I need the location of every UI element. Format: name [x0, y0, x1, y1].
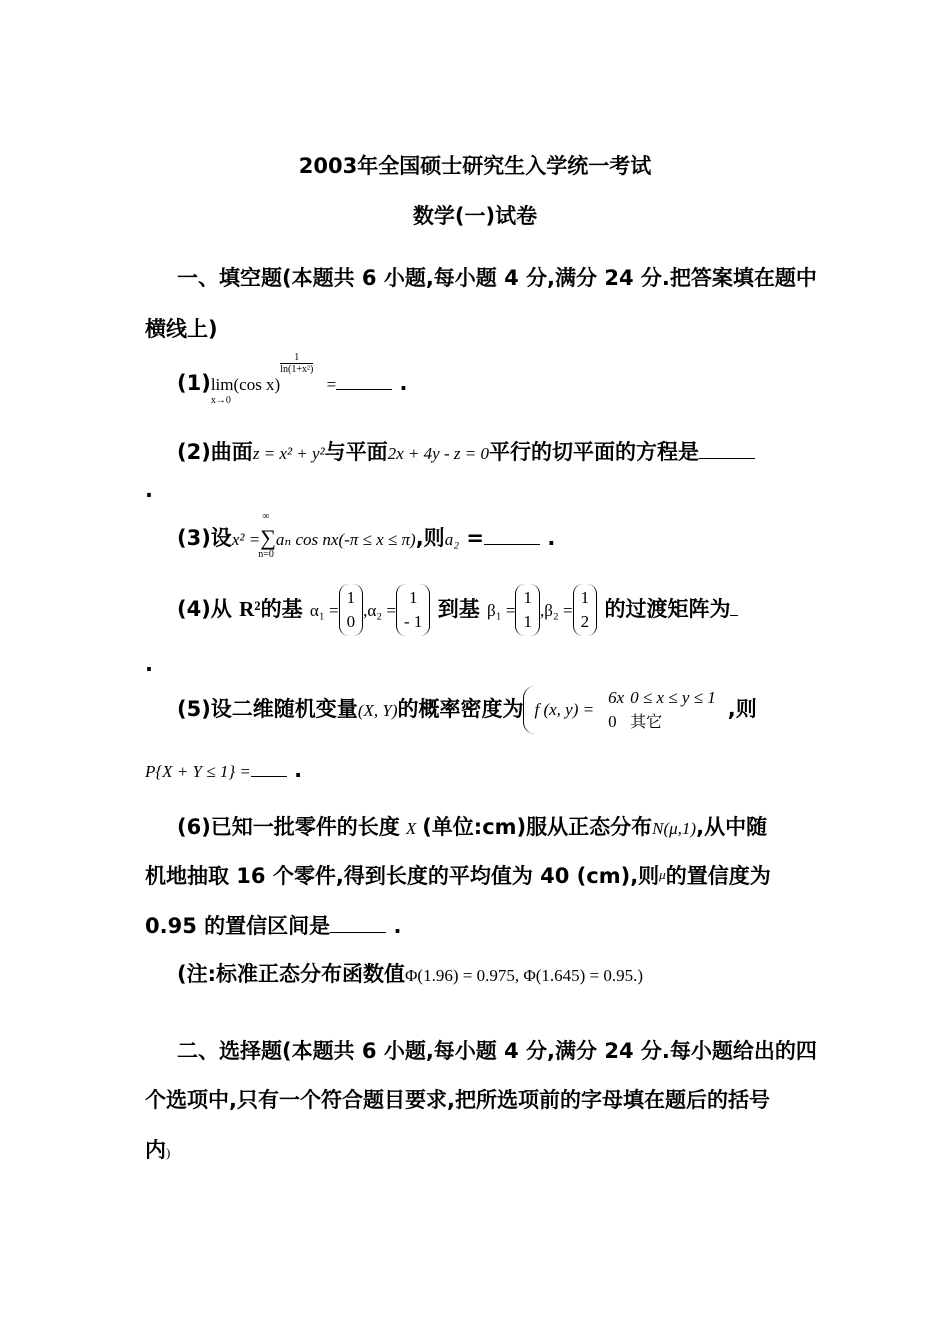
q4-tail-text: 的过渡矩阵为 — [604, 597, 731, 621]
q5-f: f (x, y) = — [534, 700, 595, 719]
q3-answer-blank[interactable] — [484, 525, 540, 545]
question-6-line3 — [145, 910, 810, 940]
question-6-line1 — [177, 811, 810, 841]
q1-base: (cos x) — [233, 375, 281, 394]
question-4 — [177, 584, 810, 636]
q6-text-c: ,从中随 — [696, 815, 768, 839]
q6-line2-b: 的置信度为 — [665, 864, 771, 888]
q3-lhs: x² = — [231, 530, 261, 549]
q2-plane-equation: 2x + 4y - z = 0 — [387, 444, 489, 463]
q4-beta2-entry-2: 2 — [580, 612, 590, 631]
q4-alpha2-vector — [396, 584, 430, 636]
q6-line3: 0.95 的置信区间是 — [145, 914, 331, 938]
q1-exp-numerator: 1 — [280, 352, 313, 364]
q3-sigma-symbol: ∑ — [260, 525, 276, 550]
q5-probability: P{X + Y ≤ 1} = — [145, 762, 251, 781]
q6-period: . — [393, 914, 402, 938]
question-6-note — [177, 958, 810, 988]
q4-beta1: β₁ = — [487, 601, 516, 620]
q6-normal-dist: N(μ,1) — [652, 819, 697, 838]
q4-beta2-vector — [573, 584, 598, 636]
section1-heading-line2: 横线上) — [145, 317, 218, 341]
q3-sigma-top: ∞ — [262, 511, 270, 522]
section1-heading-line1: 一、填空题(本题共 6 小题,每小题 4 分,满分 24 分.把答案填在题中 — [177, 266, 817, 290]
q6-text-b: (单位:cm)服从正态分布 — [422, 815, 653, 839]
section2-heading-line2: 个选项中,只有一个符合题目要求,把所选项前的字母填在题后的括号 — [145, 1088, 770, 1112]
q3-then: ,则 — [415, 526, 445, 550]
question-5 — [177, 686, 810, 734]
q1-period: . — [399, 371, 408, 395]
q4-r2: R² — [239, 597, 261, 621]
q5-case2-condition: 其它 — [630, 712, 663, 731]
q1-limit — [210, 375, 234, 406]
q5-then: ,则 — [727, 697, 757, 721]
q1-lim-text: lim — [210, 375, 234, 394]
q5-period: . — [294, 758, 303, 782]
q4-answer-blank[interactable] — [730, 596, 738, 616]
q4-beta1-entry-2: 1 — [523, 612, 532, 631]
q4-beta2-entry-1: 1 — [580, 588, 590, 607]
q1-exponent — [280, 352, 313, 376]
question-1 — [177, 352, 810, 406]
q3-equals: = — [466, 526, 485, 550]
question-6-line2 — [145, 860, 810, 890]
q5-xy: (X, Y) — [357, 701, 398, 720]
q4-alpha1-vector — [339, 584, 364, 636]
exam-title: 2003年全国硕士研究生入学统一考试 — [298, 154, 652, 178]
q4-alpha1-entry-2: 0 — [346, 612, 356, 631]
q3-label: (3)设 — [177, 526, 232, 550]
q5-label: (5)设二维随机变量 — [177, 697, 358, 721]
q5-case2-value: 0 — [608, 712, 617, 731]
q3-sigma-bottom: n=0 — [258, 549, 274, 560]
q3-rhs: aₙ cos nx(-π ≤ x ≤ π) — [275, 530, 416, 549]
section2-heading-line3-text: 内 — [145, 1138, 166, 1162]
q6-mu: μ — [659, 867, 666, 882]
q4-period: . — [145, 652, 153, 676]
q5-mid-text: 的概率密度为 — [397, 697, 524, 721]
exam-subtitle: 数学(一)试卷 — [412, 204, 538, 228]
q1-exp-denominator: ln(1+x²) — [280, 364, 314, 375]
q6-note-text: (注:标准正态分布函数值 — [177, 962, 405, 986]
q5-density-function — [523, 686, 727, 734]
q4-beta2: β₂ = — [544, 601, 573, 620]
section2-heading-line1: 二、选择题(本题共 6 小题,每小题 4 分,满分 24 分.每小题给出的四 — [177, 1039, 817, 1063]
q6-line2-a: 机地抽取 16 个零件,得到长度的平均值为 40 (cm),则 — [145, 864, 660, 888]
q4-alpha2-entry-1: 1 — [408, 588, 418, 607]
question-3 — [177, 511, 810, 560]
q4-beta1-vector — [515, 584, 540, 636]
q5-probability-line — [145, 758, 810, 782]
q4-alpha1: α₁ = — [309, 601, 339, 620]
section2-heading-line3 — [145, 1134, 810, 1164]
q6-X: X — [405, 819, 417, 838]
q2-mid-text: 与平面 — [324, 440, 388, 464]
q2-label: (2)曲面 — [177, 440, 253, 464]
q1-label: (1) — [177, 371, 211, 395]
q2-period: . — [145, 478, 153, 502]
q4-to-text: 到基 — [437, 597, 480, 621]
q6-answer-blank[interactable] — [330, 913, 386, 933]
q4-comma-1: , — [363, 601, 368, 620]
q3-sigma — [258, 511, 276, 560]
q2-surface-equation: z = x² + y² — [252, 444, 325, 463]
q4-alpha2-entry-2: - 1 — [404, 612, 423, 631]
q1-lim-under: x→0 — [210, 395, 231, 406]
q5-case1-value: 6x — [608, 688, 625, 707]
q1-equals: = — [326, 375, 337, 394]
q4-basis-text: 的基 — [260, 597, 303, 621]
section2-heading-paren: ) — [166, 1145, 171, 1160]
question-2 — [177, 436, 810, 466]
q2-tail-text: 平行的切平面的方程是 — [488, 440, 699, 464]
q6-note-math: Φ(1.96) = 0.975, Φ(1.645) = 0.95.) — [405, 966, 644, 985]
q4-beta1-entry-1: 1 — [523, 588, 532, 607]
q5-case1-condition: 0 ≤ x ≤ y ≤ 1 — [630, 688, 716, 707]
q3-period: . — [547, 526, 556, 550]
q3-a2: a₂ — [444, 530, 460, 549]
q2-answer-blank[interactable] — [699, 439, 755, 459]
q4-alpha1-entry-1: 1 — [346, 588, 356, 607]
q4-comma-2: , — [539, 601, 545, 620]
q4-alpha2: α₂ = — [367, 601, 396, 620]
q4-label: (4)从 — [177, 597, 232, 621]
q6-text-a: (6)已知一批零件的长度 — [177, 815, 400, 839]
q5-answer-blank[interactable] — [251, 764, 287, 777]
q1-answer-blank[interactable] — [336, 370, 392, 390]
